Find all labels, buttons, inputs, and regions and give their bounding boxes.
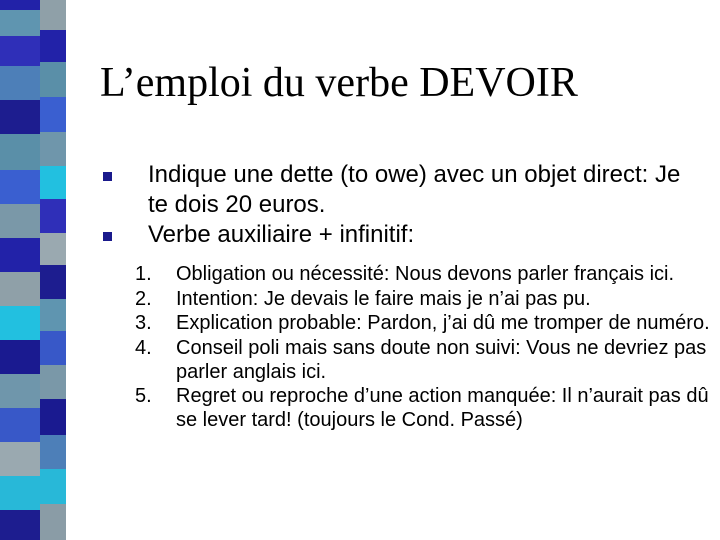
strip-block	[0, 66, 40, 100]
strip-block	[0, 442, 40, 476]
item-number: 5.	[135, 385, 152, 407]
numbered-item	[135, 287, 710, 311]
bullet-item	[100, 160, 700, 220]
strip-block	[40, 62, 66, 97]
numbered-item	[135, 262, 710, 286]
strip-block	[0, 272, 40, 306]
item-text: Regret ou reproche d’une action manquée: Il n’aurait pas dû se lever tard! (toujours le Cond. Passé)	[176, 385, 709, 431]
item-text: Explication probable: Pardon, j’ai dû me tromper de numéro.	[176, 312, 710, 334]
strip-block	[40, 265, 66, 299]
bullet-item	[100, 220, 700, 250]
strip-block	[40, 97, 66, 132]
strip-block	[40, 331, 66, 365]
strip-block	[40, 504, 66, 540]
item-number: 4.	[135, 336, 152, 359]
item-number: 2.	[135, 287, 152, 310]
strip-block	[40, 166, 66, 199]
item-text: Intention: Je devais le faire mais je n’ai pas pu.	[176, 287, 591, 310]
numbered-item	[135, 336, 710, 384]
strip-block	[0, 510, 40, 540]
strip-block	[40, 30, 66, 62]
strip-block	[0, 306, 40, 340]
item-number: 1.	[135, 263, 152, 285]
square-bullet-icon	[103, 172, 112, 181]
strip-block	[0, 134, 40, 170]
item-number: 3.	[135, 312, 152, 334]
strip-block	[0, 238, 40, 272]
bullet-list	[100, 160, 700, 250]
square-bullet-icon	[103, 232, 112, 241]
slide-title: L’emploi du verbe DEVOIR	[100, 60, 578, 106]
strip-block	[40, 132, 66, 166]
strip-block	[40, 399, 66, 435]
strip-block	[0, 374, 40, 408]
strip-block	[40, 435, 66, 469]
numbered-list	[135, 262, 710, 433]
strip-block	[40, 233, 66, 265]
strip-block	[0, 408, 40, 442]
strip-block	[0, 170, 40, 204]
strip-block	[0, 0, 40, 10]
strip-block	[40, 365, 66, 399]
item-text: Obligation ou nécessité: Nous devons parler français ici.	[176, 263, 675, 285]
item-text: Conseil poli mais sans doute non suivi: Vous ne devriez pas parler anglais ici.	[176, 336, 707, 383]
strip-block	[0, 204, 40, 238]
strip-block	[0, 100, 40, 134]
decorative-strip	[0, 0, 66, 540]
strip-block	[0, 340, 40, 374]
strip-block	[40, 299, 66, 331]
bullet-text: Indique une dette (to owe) avec un objet direct: Je te dois 20 euros.	[148, 161, 681, 218]
strip-block	[0, 476, 40, 510]
strip-block	[40, 199, 66, 233]
strip-block	[40, 0, 66, 30]
numbered-item	[135, 384, 710, 432]
bullet-text: Verbe auxiliaire + infinitif:	[148, 221, 415, 248]
strip-block	[0, 36, 40, 66]
strip-block	[0, 10, 40, 36]
strip-block	[40, 469, 66, 504]
numbered-item	[135, 311, 710, 335]
